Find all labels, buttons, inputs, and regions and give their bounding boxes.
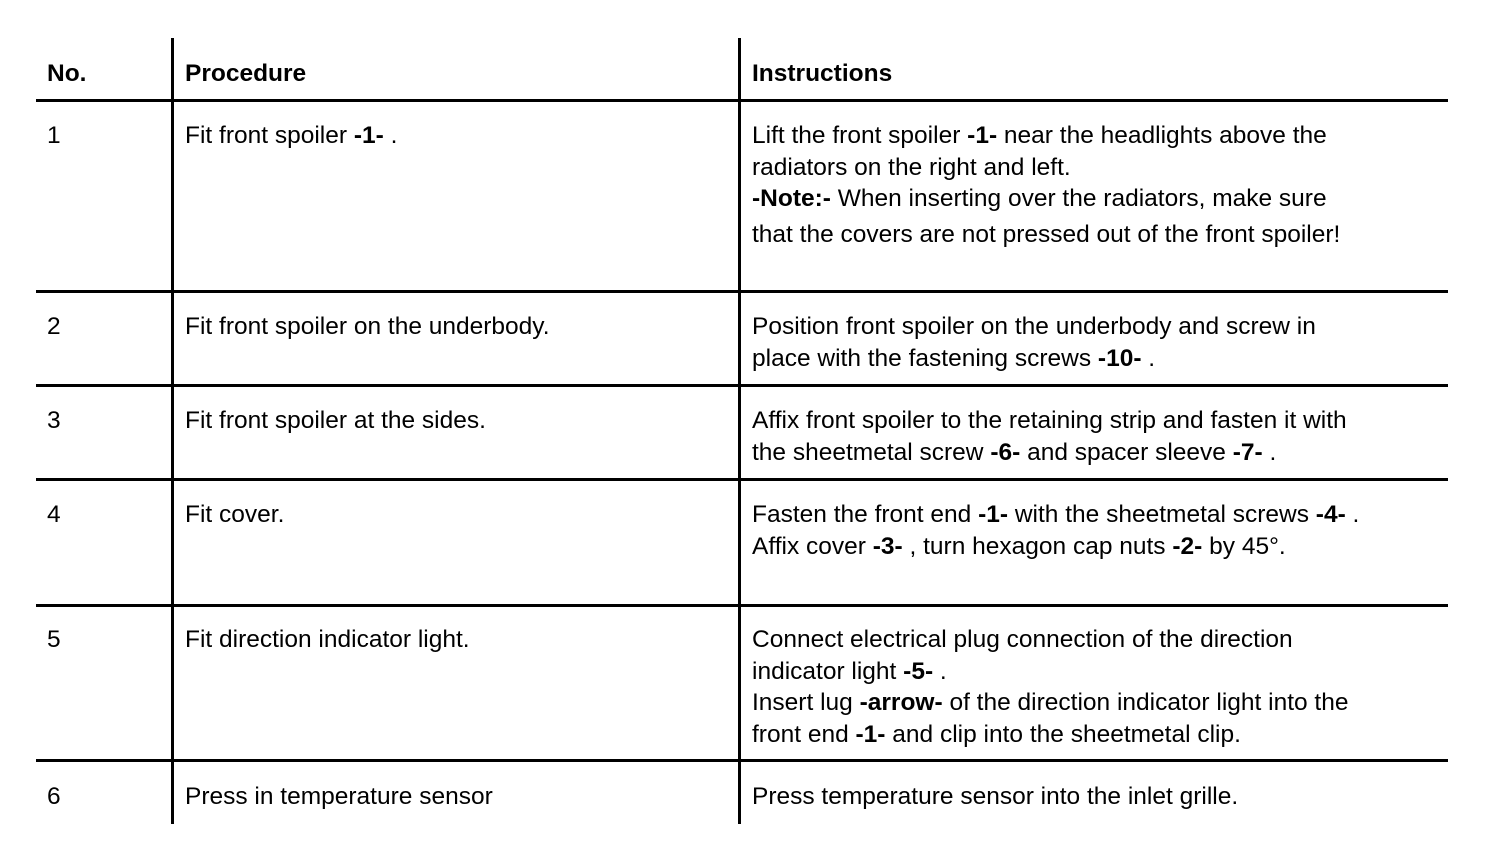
procedure-text: Fit front spoiler on the underbody. [185,313,550,340]
row-number: 1 [47,122,61,149]
instructions-text: Lift the front spoiler -1- near the headlights above the radiators on the right and left. -Note:- When inserting over the radiators, make sure that the covers are not pressed out of the front spoiler! [752,122,1341,248]
column-divider-2 [738,38,741,824]
header-no: No. [47,60,87,87]
procedure-text: Fit direction indicator light. [185,626,470,653]
row-rule [36,759,1448,762]
procedure-text: Press in temperature sensor [185,783,493,810]
instructions-text: Connect electrical plug connection of the direction indicator light -5- . Insert lug -arrow- of the direction indicator light into the front end -1- and clip into the sheetmetal clip. [752,626,1349,748]
instructions-text: Affix front spoiler to the retaining strip and fasten it with the sheetmetal screw -6- and spacer sleeve -7- . [752,407,1347,466]
row-rule [36,384,1448,387]
row-number: 2 [47,313,61,340]
row-rule [36,290,1448,293]
instructions-text: Press temperature sensor into the inlet grille. [752,783,1239,810]
header-procedure: Procedure [185,60,307,87]
procedure-text: Fit cover. [185,501,285,528]
row-rule [36,478,1448,481]
column-divider-1 [171,38,174,824]
row-rule [36,604,1448,607]
row-number: 5 [47,626,61,653]
row-number: 4 [47,501,61,528]
procedure-text: Fit front spoiler at the sides. [185,407,486,434]
instructions-text: Fasten the front end -1- with the sheetmetal screws -4- . Affix cover -3- , turn hexagon cap nuts -2- by 45°. [752,501,1360,560]
instructions-text: Position front spoiler on the underbody and screw in place with the fastening screws -10- . [752,313,1316,372]
header-instructions: Instructions [752,60,893,87]
row-number: 6 [47,783,61,810]
procedure-table [36,38,1448,824]
header-rule [36,99,1448,102]
procedure-text: Fit front spoiler -1- . [185,122,398,149]
row-number: 3 [47,407,61,434]
